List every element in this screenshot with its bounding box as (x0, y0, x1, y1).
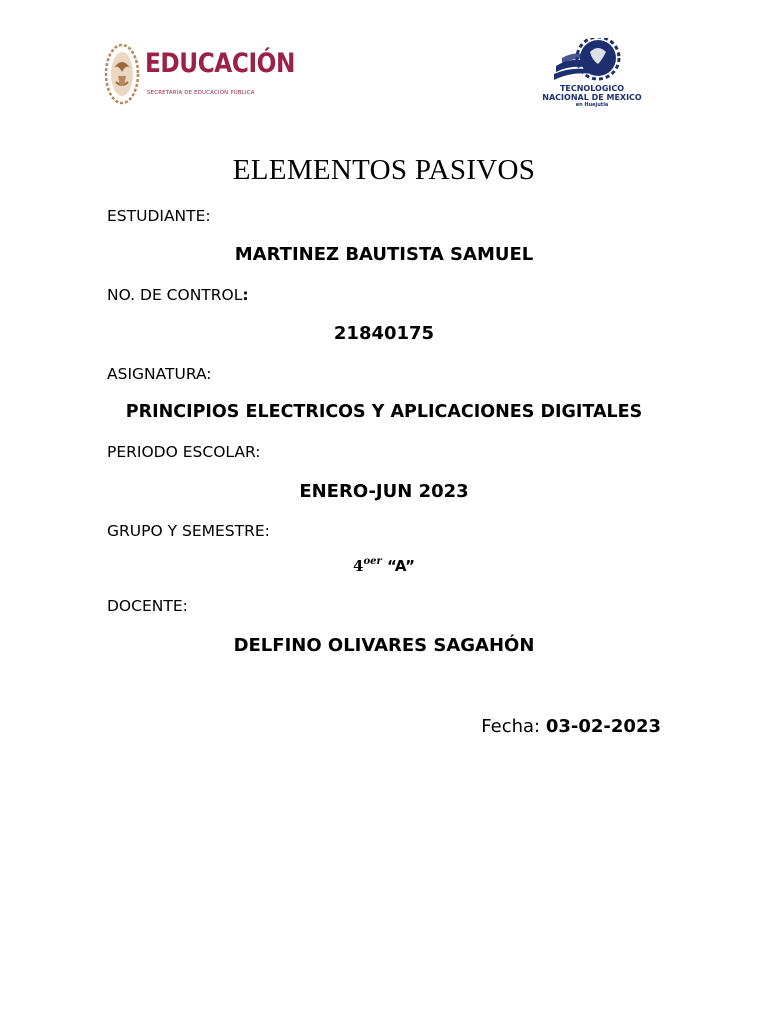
student-label: ESTUDIANTE: (107, 207, 211, 225)
tecnm-logo (522, 38, 662, 108)
student-name: MARTINEZ BAUTISTA SAMUEL (234, 244, 534, 265)
subject-name: PRINCIPIOS ELECTRICOS Y APLICACIONES DIGITALES (125, 402, 643, 422)
teacher-name: DELFINO OLIVARES SAGAHÓN (233, 635, 535, 656)
control-label (107, 286, 249, 304)
document-title: ELEMENTOS PASIVOS (232, 154, 536, 186)
tecnm-line1: TECNOLOGICO (559, 84, 625, 93)
sep-wordmark: EDUCACIÓN (145, 48, 295, 79)
sep-educacion-logo (104, 42, 295, 106)
date-label: Fecha: (481, 716, 546, 737)
mexico-coat-of-arms-icon (104, 42, 140, 106)
control-number: 21840175 (333, 323, 435, 344)
tecnm-line2: NACIONAL DE MEXICO (542, 93, 642, 102)
period-value: ENERO-JUN 2023 (299, 481, 469, 502)
sep-subtitle: SECRETARÍA DE EDUCACIÓN PÚBLICA (147, 90, 255, 96)
semester-superscript: oer (363, 556, 382, 567)
tecnm-line3: en Huejutla (575, 102, 609, 108)
date-value: 03-02-2023 (545, 716, 661, 737)
tecnm-text (522, 84, 662, 108)
date-line (481, 716, 661, 737)
teacher-label: DOCENTE: (107, 597, 188, 615)
group-value (0, 557, 768, 576)
group-label: GRUPO Y SEMESTRE: (107, 522, 270, 540)
semester-number: 4 (353, 557, 364, 575)
group-letter: “A” (381, 557, 415, 575)
control-label-colon: : (242, 286, 249, 304)
subject-label: ASIGNATURA: (107, 365, 212, 383)
control-label-text: NO. DE CONTROL (107, 286, 243, 304)
period-label: PERIODO ESCOLAR: (107, 443, 261, 461)
tecnm-emblem-icon (552, 38, 624, 84)
